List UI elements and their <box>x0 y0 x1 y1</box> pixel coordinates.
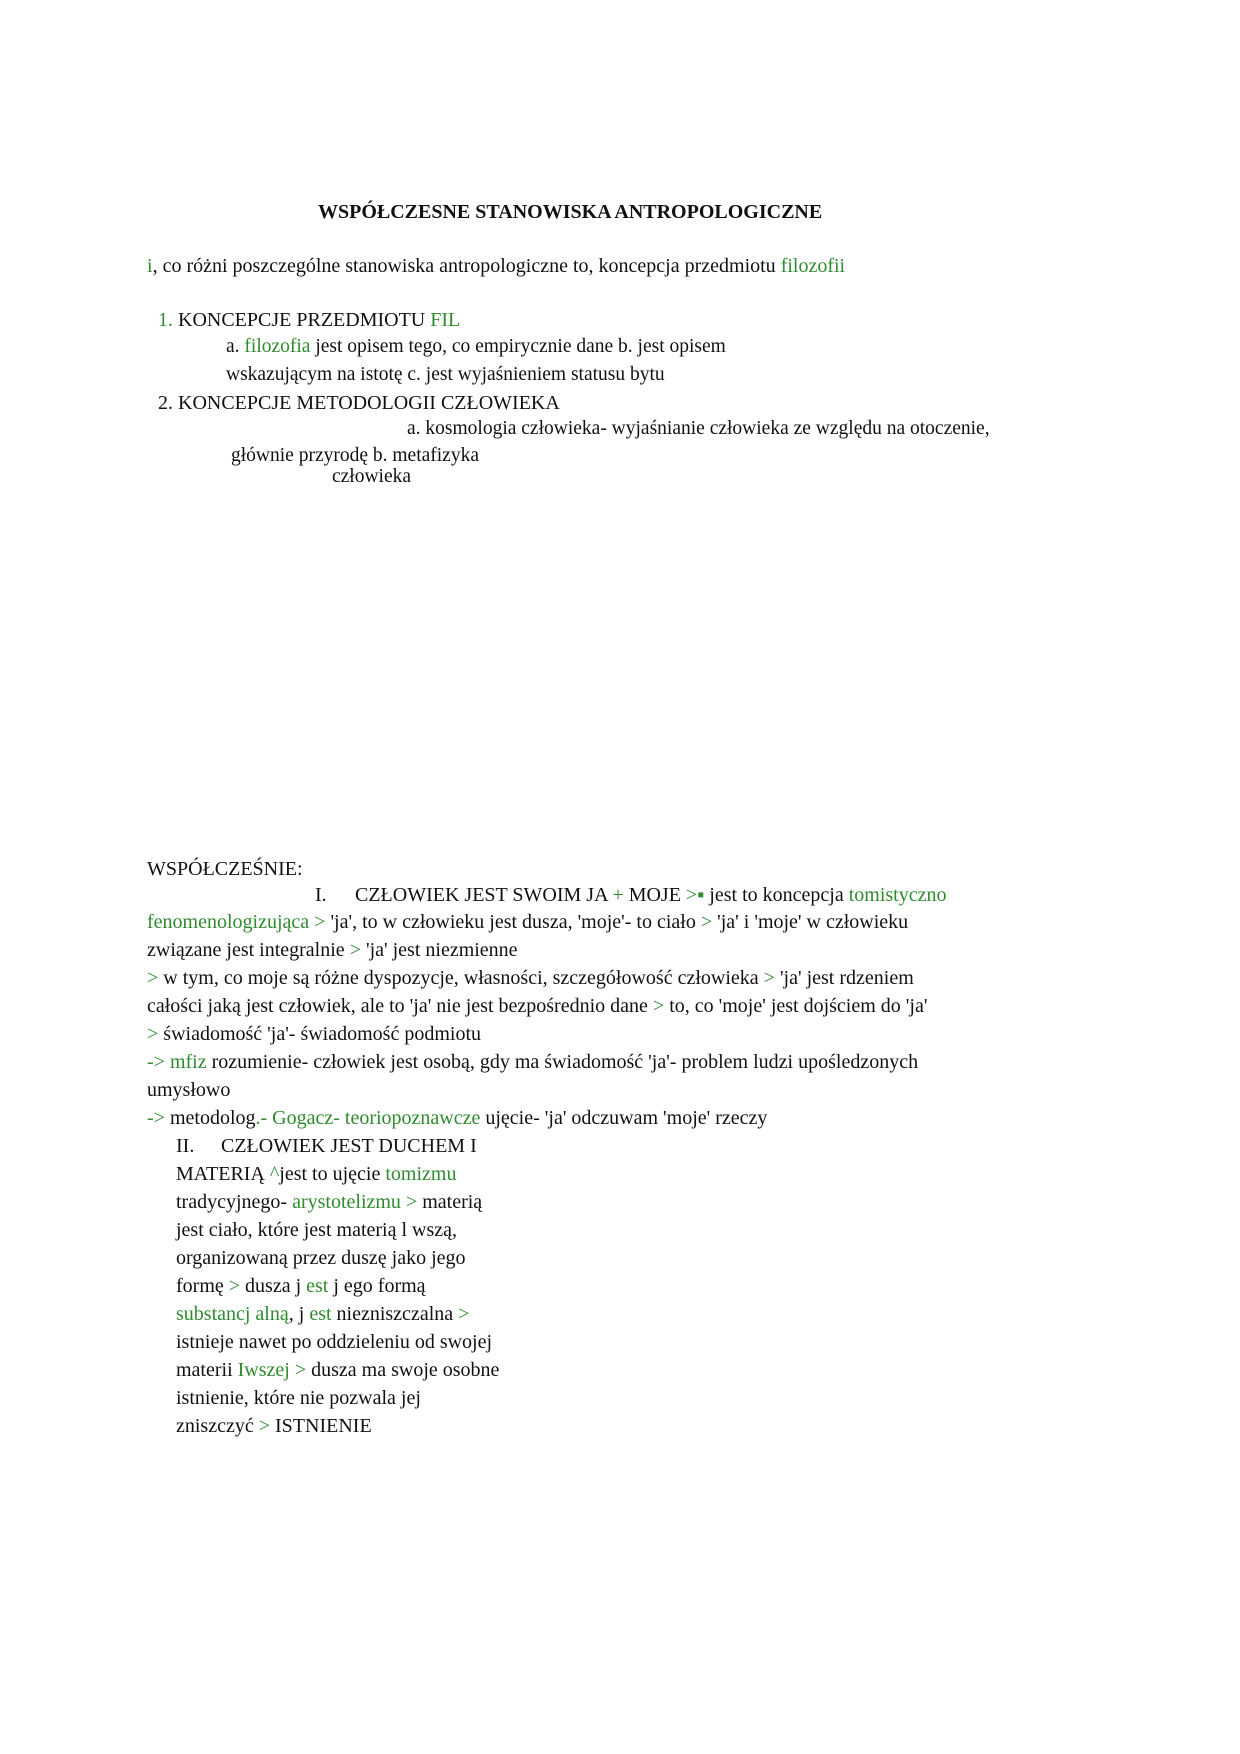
s2-line-9 <box>147 1106 767 1130</box>
t: tradycyjnego- <box>176 1191 293 1213</box>
s2-line-3 <box>147 938 518 962</box>
t: to, co 'moje' jest dojściem do 'ja' <box>664 995 928 1017</box>
roman-numeral-2: II. <box>176 1135 195 1157</box>
s2-line-4 <box>147 966 914 990</box>
s2-line-1-text <box>355 883 946 907</box>
t: , j <box>288 1303 310 1325</box>
sub-highlight: filozofia <box>244 336 311 357</box>
page-title: WSPÓŁCZESNE STANOWISKA ANTROPOLOGICZNE <box>318 201 823 223</box>
s2-line-8: umysłowo <box>147 1079 231 1101</box>
t-plus: + <box>612 884 624 906</box>
t-arrow: > <box>309 911 331 933</box>
t-arrow: > <box>258 1415 271 1437</box>
s2-line-14: organizowaną przez duszę jako jego <box>176 1247 466 1269</box>
t: 'ja' jest niezmienne <box>360 939 518 961</box>
t-highlight: tomizmu <box>385 1163 457 1185</box>
s2-line-19: istnienie, które nie pozwala jej <box>176 1387 421 1409</box>
t-caret: ^ <box>269 1163 280 1185</box>
t-highlight: fenomenologizująca <box>147 911 310 933</box>
t-arrow: > <box>400 1191 423 1213</box>
t: MOJE <box>623 884 686 906</box>
t: dusza j <box>240 1275 307 1297</box>
s2-line-15 <box>176 1274 426 1298</box>
t: formę <box>176 1275 229 1297</box>
t-arrow: > <box>349 939 361 961</box>
s2-line-17: istnieje nawet po oddzieleniu od swojej <box>176 1331 493 1353</box>
s2-line-16 <box>176 1302 469 1326</box>
roman-numeral-1: I. <box>315 884 327 906</box>
t: j ego formą <box>328 1275 426 1297</box>
t: związane jest integralnie <box>147 939 350 961</box>
sub-line-a2: wskazującym na istotę c. jest wyjaśnieniem statusu bytu <box>226 364 665 385</box>
intro-highlight: filozofii <box>780 255 846 277</box>
sub-line-b1: a. kosmologia człowieka- wyjaśnianie człowieka ze względu na otoczenie, <box>407 418 990 439</box>
t-highlight: mfiz <box>169 1051 207 1073</box>
intro-marker: i <box>147 255 153 277</box>
s2-line-7 <box>147 1050 918 1074</box>
list-item-1 <box>158 308 460 332</box>
t-arrow: -> <box>147 1051 165 1073</box>
t: jest to koncepcja <box>704 884 849 906</box>
list-number: 1. <box>158 309 173 331</box>
intro-line <box>147 254 845 278</box>
s2-line-5 <box>147 994 927 1018</box>
sub-line-b3: człowieka <box>332 466 412 487</box>
s2-line-13: jest ciało, które jest materią l wszą, <box>176 1219 458 1241</box>
t-highlight: substancj alną <box>176 1303 289 1325</box>
t-arrow: > <box>700 911 713 933</box>
t-highlight: Iwszej <box>237 1359 290 1381</box>
t-arrow: > <box>652 995 665 1017</box>
s2-line-2 <box>147 910 908 934</box>
t: niezniszczalna <box>331 1303 459 1325</box>
t: w tym, co moje są różne dyspozycje, własności, szczegółowość człowieka <box>158 967 764 989</box>
list-item-2: 2. KONCEPCJE METODOLOGII CZŁOWIEKA <box>158 392 560 414</box>
t: zniszczyć <box>176 1415 259 1437</box>
t-arrow: > <box>763 967 775 989</box>
t-arrow: -> <box>147 1107 165 1129</box>
t-arrow: >▪ <box>685 884 705 906</box>
t: 'ja' i 'moje' w człowieku <box>712 911 909 933</box>
t: całości jaką jest człowiek, ale to 'ja' nie jest bezpośrednio dane <box>147 995 653 1017</box>
section-heading: WSPÓŁCZEŚNIE: <box>147 858 303 880</box>
t-highlight: arystotelizmu <box>292 1191 401 1213</box>
intro-text: , co różni poszczególne stanowiska antropologiczne to, koncepcja przedmiotu <box>152 255 781 277</box>
t: ujęcie- 'ja' odczuwam 'moje' rzeczy <box>480 1107 768 1129</box>
s2-line-11 <box>176 1162 456 1186</box>
t: CZŁOWIEK JEST SWOIM JA <box>355 884 613 906</box>
t: 'ja' jest rdzeniem <box>774 967 914 989</box>
t-highlight: est <box>309 1303 332 1325</box>
t: rozumienie- człowiek jest osobą, gdy ma świadomość 'ja'- problem ludzi upośledzonych <box>206 1051 919 1073</box>
s2-line-20 <box>176 1414 372 1438</box>
s2-line-6 <box>147 1022 481 1046</box>
t: dusza ma swoje osobne <box>306 1359 500 1381</box>
t-highlight: tomistyczno <box>848 884 947 906</box>
s2-line-10 <box>176 1134 477 1158</box>
list-text: KONCEPCJE PRZEDMIOTU <box>173 309 431 331</box>
sub-line-b2: głównie przyrodę b. metafizyka <box>231 445 479 466</box>
t: jest to ujęcie <box>279 1163 386 1185</box>
t-arrow: > <box>147 967 159 989</box>
t: metodolog <box>164 1107 256 1129</box>
sub-text: jest opisem tego, co empirycznie dane b. jest opisem <box>310 336 726 357</box>
t-highlight: .- Gogacz- teoriopoznawcze <box>255 1107 481 1129</box>
t: świadomość 'ja'- świadomość podmiotu <box>158 1023 482 1045</box>
t-highlight: est <box>306 1275 329 1297</box>
t: ISTNIENIE <box>270 1415 372 1437</box>
s2-line-10-text: CZŁOWIEK JEST DUCHEM I <box>221 1135 477 1157</box>
t-arrow: > <box>458 1303 470 1325</box>
t-arrow: > <box>147 1023 159 1045</box>
t: 'ja', to w człowieku jest dusza, 'moje'- to ciało <box>330 911 701 933</box>
list-highlight: FIL <box>430 309 461 331</box>
sub-letter: a. <box>226 336 245 357</box>
t: materią <box>422 1191 483 1213</box>
t: MATERIĄ <box>176 1163 270 1185</box>
t-arrow: > <box>228 1275 241 1297</box>
t: materii <box>176 1359 238 1381</box>
s2-line-12 <box>176 1190 482 1214</box>
t-arrow: > <box>294 1359 307 1381</box>
s2-line-18 <box>176 1358 499 1382</box>
sub-line-a1 <box>226 335 726 359</box>
